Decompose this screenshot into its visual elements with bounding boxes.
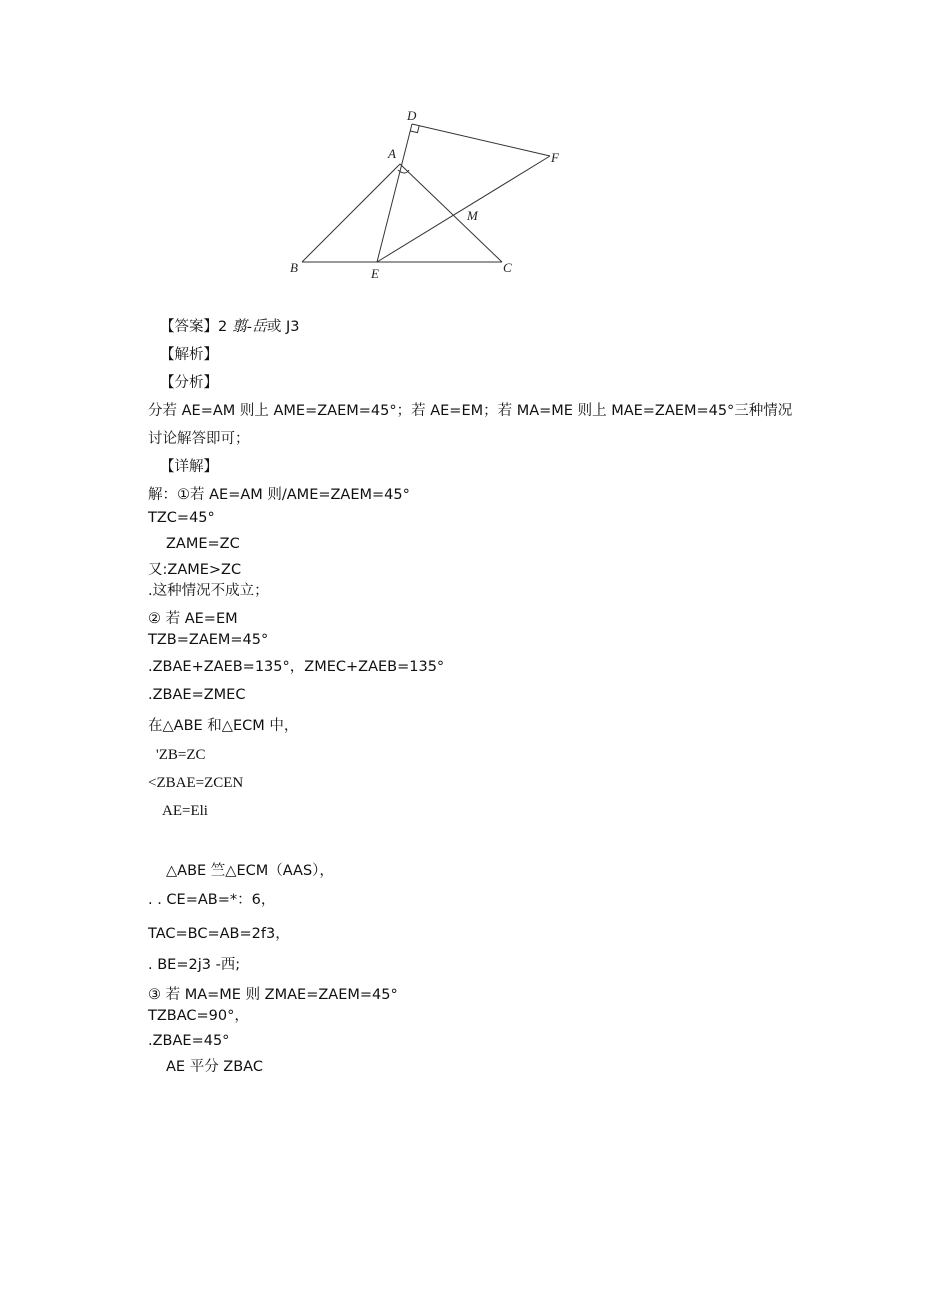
- segment-AC: [400, 164, 502, 262]
- solution-line: TZBAC=90°，: [148, 1008, 249, 1024]
- fenxi-heading: 【分析】: [160, 375, 218, 391]
- solution-line: .ZBAE=45°: [148, 1033, 230, 1049]
- solution-line: TZC=45°: [148, 510, 215, 526]
- system-line: AE=Eli: [162, 803, 208, 819]
- solution-line: 在△ABE 和△ECM 中，: [148, 718, 299, 734]
- solution-line: △ABE 竺△ECM（AAS），: [166, 863, 334, 879]
- solution-line: AE 平分 ZBAC: [166, 1059, 263, 1075]
- label-A: A: [388, 146, 396, 161]
- solution-line: . . CE=AB=*：6，: [148, 892, 276, 908]
- label-C: C: [503, 260, 512, 275]
- answer-expression: 翦-岳: [231, 319, 267, 335]
- label-D: D: [407, 108, 417, 123]
- geometry-figure: [285, 100, 585, 290]
- label-B: B: [290, 260, 298, 275]
- triangle-diagram: [285, 100, 585, 290]
- solution-line: ZAME=ZC: [166, 536, 240, 552]
- segment-DE: [377, 124, 412, 262]
- answer-tail: 或 J3: [266, 319, 300, 335]
- solution-line: ② 若 AE=EM: [148, 611, 238, 627]
- solution-line: TZB=ZAEM=45°: [148, 632, 269, 648]
- solution-line: TAC=BC=AB=2f3，: [148, 926, 290, 942]
- label-E: E: [371, 266, 379, 281]
- system-line: 'ZB=ZC: [156, 747, 206, 763]
- answer-line: [160, 318, 299, 336]
- system-line: <ZBAE=ZCEN: [148, 775, 244, 791]
- solution-line: 解：①若 AE=AM 则/AME=ZAEM=45°: [148, 487, 410, 503]
- segment-DF: [412, 124, 550, 156]
- analysis-heading: 【解析】: [160, 347, 218, 363]
- segment-EF: [377, 156, 550, 262]
- detail-heading: 【详解】: [160, 459, 218, 475]
- solution-line: ③ 若 MA=ME 则 ZMAE=ZAEM=45°: [148, 987, 398, 1003]
- segment-AB: [302, 164, 400, 262]
- solution-line: .ZBAE+ZAEB=135°，ZMEC+ZAEB=135°: [148, 659, 445, 675]
- label-F: F: [551, 150, 559, 165]
- solution-line: .这种情况不成立；: [148, 583, 269, 599]
- paragraph-line: 分若 AE=AM 则上 AME=ZAEM=45°；若 AE=EM；若 MA=ME 则上 MAE=ZAEM=45°三种情况: [148, 403, 793, 419]
- paragraph-line: 讨论解答即可；: [148, 431, 250, 447]
- solution-line: . BE=2j3 -西;: [148, 957, 241, 973]
- solution-line: 又:ZAME>ZC: [148, 562, 242, 578]
- answer-label: 【答案】2: [160, 319, 232, 335]
- solution-line: .ZBAE=ZMEC: [148, 687, 246, 703]
- label-M: M: [467, 208, 478, 223]
